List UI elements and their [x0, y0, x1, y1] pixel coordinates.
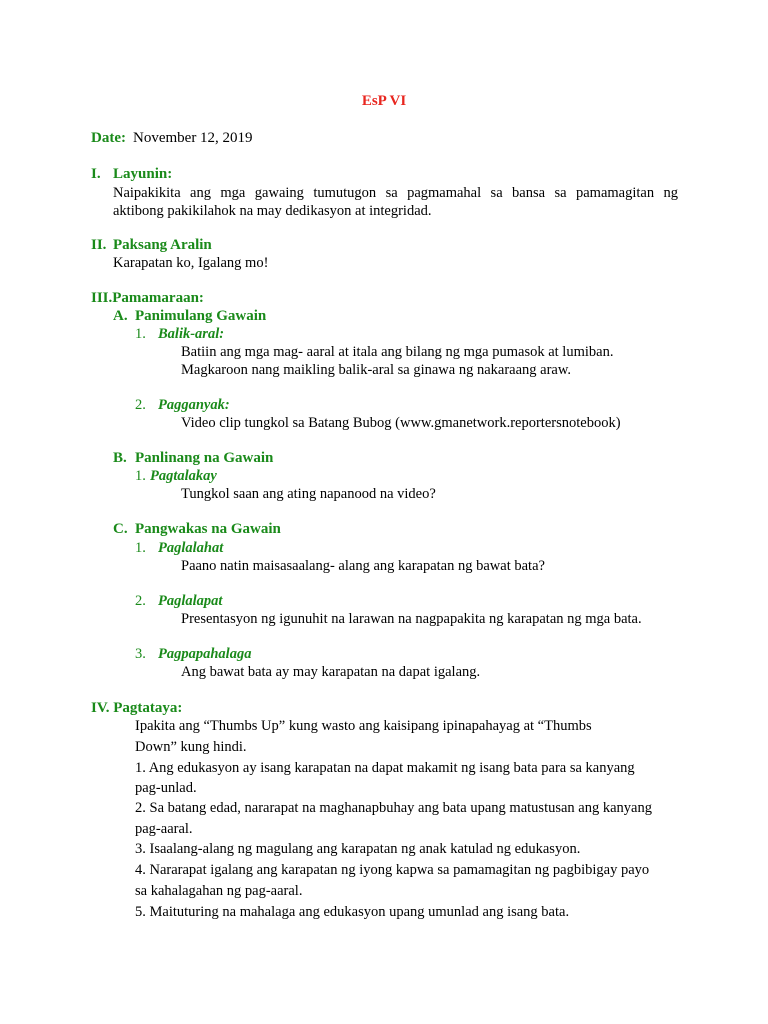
subsection-heading-panimulang-gawain: Panimulang Gawain: [135, 308, 267, 324]
item-number: 3.: [135, 646, 146, 662]
item-label-paglalahat: Paglalahat: [158, 540, 224, 556]
item-label-balik-aral: Balik-aral:: [158, 326, 225, 342]
pagtataya-question-5: 5. Maituturing na mahalaga ang edukasyon upang umunlad ang isang bata.: [135, 904, 570, 920]
subsection-heading-pangwakas-na-gawain: Pangwakas na Gawain: [135, 521, 281, 537]
subsection-letter-c: C.: [113, 521, 128, 537]
item-number: 2.: [135, 593, 146, 609]
balik-aral-line1: Batiin ang mga mag- aaral at itala ang bilang ng mga pumasok at lumiban.: [181, 344, 614, 360]
layunin-text-line1: Naipakikita ang mga gawaing tumutugon sa pagmamahal sa bansa sa pamamagitan ng: [113, 185, 678, 201]
item-number: 1.: [135, 468, 146, 484]
section-heading-paksang-aralin: Paksang Aralin: [113, 237, 212, 253]
item-label-pagpapahalaga: Pagpapahalaga: [158, 646, 252, 662]
date-value: November 12, 2019: [133, 130, 253, 146]
pagtataya-intro-line2: Down” kung hindi.: [135, 739, 247, 755]
paksang-aralin-text: Karapatan ko, Igalang mo!: [113, 255, 269, 271]
section-heading-pagtataya: IV. Pagtataya:: [91, 700, 183, 716]
document-title: EsP VI: [361, 93, 407, 109]
subsection-letter-a: A.: [113, 308, 128, 324]
subsection-letter-b: B.: [113, 450, 127, 466]
layunin-text-line2: aktibong pakikilahok na may dedikasyon at integridad.: [113, 203, 432, 219]
pagtataya-question-4: 4. Nararapat igalang ang karapatan ng iyong kapwa sa pamamagitan ng pagbibigay payo: [135, 862, 650, 878]
pagtataya-intro-line1: Ipakita ang “Thumbs Up” kung wasto ang kaisipang ipinapahayag at “Thumbs: [135, 718, 592, 734]
pagganyak-line1: Video clip tungkol sa Batang Bubog (www.gmanetwork.reportersnotebook): [181, 415, 621, 431]
subsection-heading-panlinang-na-gawain: Panlinang na Gawain: [135, 450, 274, 466]
item-label-pagtalakay: Pagtalakay: [150, 468, 217, 484]
pagtataya-question-2: 2. Sa batang edad, nararapat na maghanapbuhay ang bata upang matustusan ang kanyang: [135, 800, 652, 816]
item-number: 1.: [135, 540, 146, 556]
paglalahat-line1: Paano natin maisasaalang- alang ang karapatan ng bawat bata?: [181, 558, 545, 574]
pagtataya-question-1: 1. Ang edukasyon ay isang karapatan na dapat makamit ng isang bata para sa kanyang: [135, 760, 635, 776]
section-number-2: II.: [91, 237, 107, 253]
date-label: Date:: [91, 130, 126, 146]
section-heading-pamamaraan: III.Pamamaraan:: [91, 290, 204, 306]
section-heading-layunin: Layunin:: [113, 166, 173, 182]
pagtataya-question-2-cont: pag-aaral.: [135, 821, 193, 837]
pagtataya-question-1-cont: pag-unlad.: [135, 780, 197, 796]
pagtataya-question-3: 3. Isaalang-alang ng magulang ang karapatan ng anak katulad ng edukasyon.: [135, 841, 581, 857]
balik-aral-line2: Magkaroon nang maikling balik-aral sa ginawa ng nakaraang araw.: [181, 362, 572, 378]
pagpapahalaga-line1: Ang bawat bata ay may karapatan na dapat igalang.: [181, 664, 481, 680]
item-label-pagganyak: Pagganyak:: [158, 397, 230, 413]
pagtalakay-line1: Tungkol saan ang ating napanood na video?: [181, 486, 436, 502]
section-number-1: I.: [91, 166, 101, 182]
pagtataya-question-4-cont: sa kahalagahan ng pag-aaral.: [135, 883, 303, 899]
paglalapat-line1: Presentasyon ng igunuhit na larawan na nagpapakita ng karapatan ng mga bata.: [181, 611, 642, 627]
item-number: 2.: [135, 397, 146, 413]
item-number: 1.: [135, 326, 146, 342]
item-label-paglalapat: Paglalapat: [158, 593, 223, 609]
